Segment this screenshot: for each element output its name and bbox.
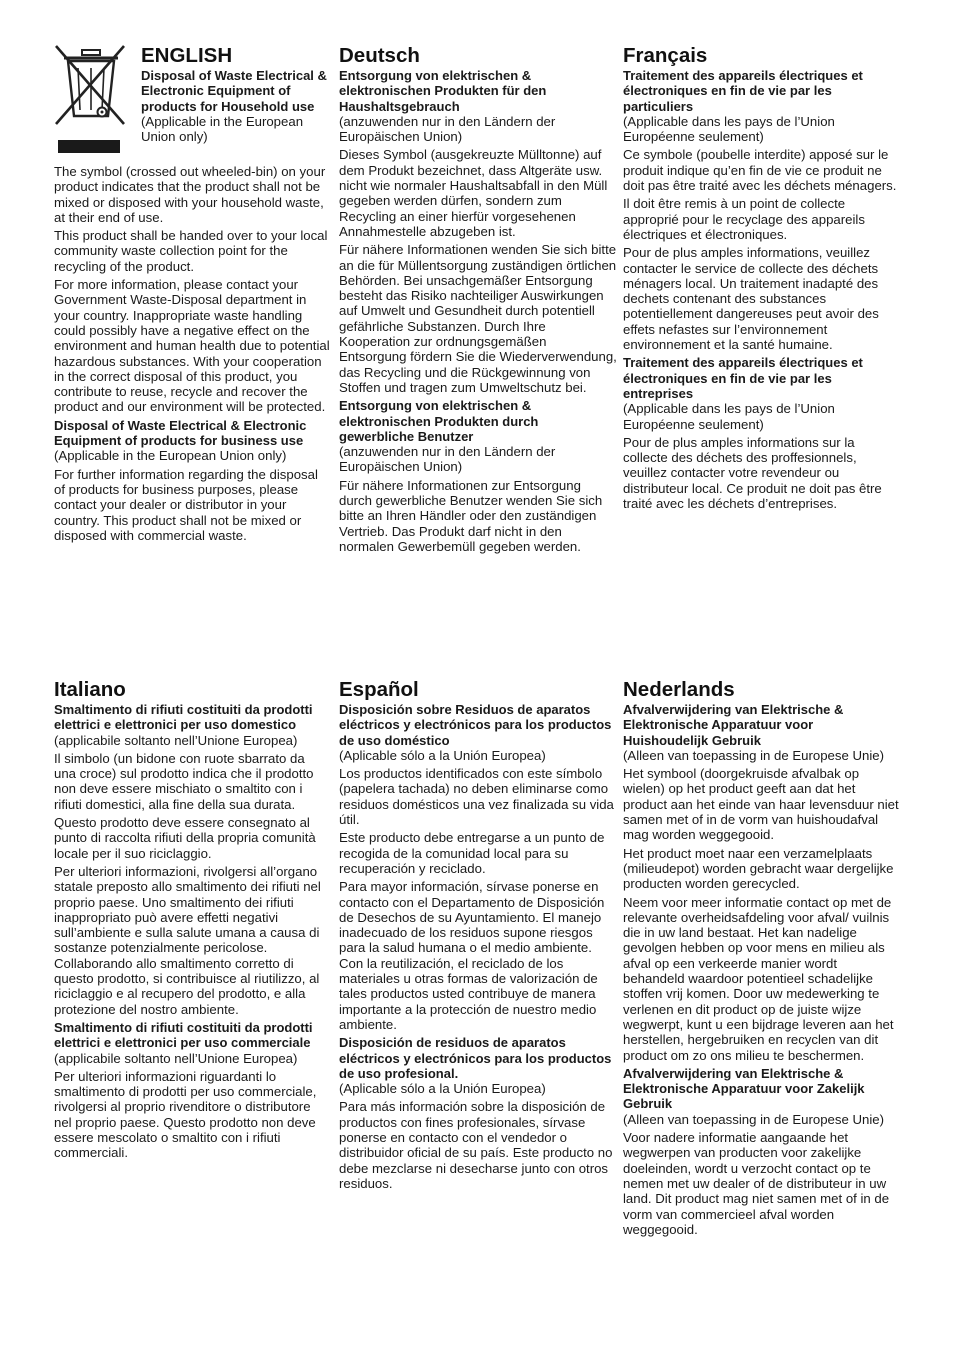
francais-section bbox=[623, 44, 901, 511]
deutsch-household-applicability: (anzuwenden nur in den Ländern der Europäischen Union) bbox=[339, 113, 556, 145]
english-header bbox=[141, 44, 333, 144]
nederlands-paragraph-2: Het product moet naar een verzamelplaats (milieudepot) worden gebracht waar dergelijke producten worden gerecycled. bbox=[623, 845, 894, 892]
deutsch-business-applicability: (anzuwenden nur in den Ländern der Europäischen Union) bbox=[339, 444, 556, 475]
deutsch-section bbox=[339, 44, 617, 554]
nederlands-business-subheading: Afvalverwijdering van Elektrische & Elektronische Apparatuur voor Zakelijk Gebruik bbox=[623, 1065, 865, 1112]
espanol-section bbox=[339, 678, 615, 1191]
deutsch-paragraph-1: Dieses Symbol (ausgekreuzte Mülltonne) auf dem Produkt bezeichnet, dass Altgeräte usw. nicht wie normaler Haushaltsabfall in den Müll gegeben werden dürfen, sondern zum Recycling an einer hierfür vorgesehenen Annahmestelle abzugeben ist. bbox=[339, 147, 608, 239]
italiano-household-subheading: Smaltimento di rifiuti costituiti da prodotti elettrici e elettronici per uso domestico bbox=[54, 702, 313, 733]
francais-paragraph-4: Pour de plus amples informations sur la collecte des déchets des proffesionnels, veuillez contacter votre revendeur ou distributeur local. Ce produit ne doit pas être traité avec les déchets d’entreprises. bbox=[623, 434, 882, 512]
nederlands-paragraph-1: Het symbool (doorgekruisde afvalbak op wielen) op het product geeft aan dat het product aan het einde van haar levensduur niet samen met of in de vorm van huishoudafval mag worden weggegooid. bbox=[623, 766, 899, 843]
nederlands-section bbox=[623, 678, 901, 1237]
italiano-paragraph-3: Per ulteriori informazioni, rivolgersi all’organo statale preposto allo smaltimento dei rifiuti nel proprio paese. Uno smaltimento dei rifiuti inappropriato può avere effetti negativi sull’ambiente e sulla salute umana a causa di sostanze potenzialmente pericolose. Collaborando allo smaltimento corretto di questo prodotto, si contribuisce al riutilizzo, al riciclaggio e al recupero del prodotto, e alla protezione del nostro ambiente. bbox=[54, 863, 321, 1017]
italiano-business-subheading: Smaltimento di rifiuti costituiti da prodotti elettrici e elettronici per uso commerciale bbox=[54, 1019, 313, 1051]
english-business-applicability: (Applicable in the European Union only) bbox=[54, 448, 287, 464]
english-household-applicability: (Applicable in the European Union only) bbox=[141, 113, 304, 145]
espanol-paragraph-3: Para mayor información, sírvase ponerse en contacto con el Departamento de Disposición de Desechos de su Ayuntamiento. El manejo inadecuado de los residuos supone riesgos para la salud humana o el medio ambiente. Con la reutilización, el reciclado de los materiales u otras formas de valorización de tales productos usted contribuye de manera importante a la protección de nuestro medio ambiente. bbox=[339, 879, 605, 1032]
english-paragraph-3: For more information, please contact your Government Waste-Disposal department in your country. Inappropriate waste handling could possibly have a negative effect on the environment and human health due to potential hazardous substances. With your cooperation in the correct disposal of this product, you contribute to reuse, recycle and recover the product and our environment will be protected. bbox=[54, 277, 330, 415]
espanol-household-applicability: (Aplicable sólo a la Unión Europea) bbox=[339, 747, 546, 763]
deutsch-business-subheading: Entsorgung von elektrischen & elektronischen Produkten durch gewerbliche Benutzer bbox=[339, 398, 539, 444]
english-household-subheading: Disposal of Waste Electrical & Electronic Equipment of products for Household use bbox=[141, 68, 327, 114]
francais-paragraph-3: Pour de plus amples informations, veuillez contacter le service de collecte des déchets ménagers local. Un traitement inadapté des dechets contenant des substances potentiellement dangereuses peut avoir des effets nefastes sur l’environnement environnement et la santé humaine. bbox=[623, 245, 879, 353]
nederlands-business-applicability: (Alleen van toepassing in de Europese Unie) bbox=[623, 1111, 884, 1127]
crossed-out-wheeled-bin-icon bbox=[54, 44, 130, 156]
francais-paragraph-1: Ce symbole (poubelle interdite) apposé sur le produit indique qu’en fin de vie ce produit ne doit pas être traité avec les déchets ménagers. bbox=[623, 147, 897, 194]
espanol-paragraph-1: Los productos identificados con este símbolo (papelera tachada) no deben eliminarse como residuos domésticos una vez finalizada su vida útil. bbox=[339, 766, 614, 828]
francais-household-applicability: (Applicable dans les pays de l’Union Européenne seulement) bbox=[623, 113, 835, 145]
english-heading: ENGLISH bbox=[141, 44, 233, 67]
nederlands-paragraph-3: Neem voor meer informatie contact op met de relevante overheidsafdeling voor afval/ vuilnis die in uw land bestaat. Het kan nadelige gevolgen hebben op voor mens en milieu als afval op een verkeerde manier wordt behandeld waardoor potentieel schadelijke stoffen vrij komen. Door uw medewerking te verlenen en dit product op de juiste wijze wegwerpt, kunt u een bijdrage leveren aan het herstellen, hergebruiken en recyclen van dit product om zo ons milieu te beschermen. bbox=[623, 894, 894, 1063]
francais-paragraph-2: Il doit être remis à un point de collecte approprié pour le recyclage des appareils électriques et électroniques. bbox=[623, 196, 865, 242]
deutsch-heading: Deutsch bbox=[339, 44, 420, 67]
francais-household-subheading: Traitement des appareils électriques et électroniques en fin de vie par les particuliers bbox=[623, 68, 863, 114]
espanol-paragraph-2: Este producto debe entregarse a un punto de recogida de la comunidad local para su recuperación y reciclado. bbox=[339, 830, 605, 876]
espanol-heading: Español bbox=[339, 678, 419, 701]
nederlands-household-applicability: (Alleen van toepassing in de Europese Unie) bbox=[623, 747, 884, 763]
deutsch-household-subheading: Entsorgung von elektrischen & elektronischen Produkten für den Haushaltsgebrauch bbox=[339, 68, 547, 114]
deutsch-paragraph-3: Für nähere Informationen zur Entsorgung durch gewerbliche Benutzer wenden Sie sich bitte an Ihren Händler oder den zuständigen Vertrieb. Das Produkt darf nicht in den normalen Gewerbemüll gegeben werden. bbox=[339, 477, 603, 554]
nederlands-heading: Nederlands bbox=[623, 678, 735, 701]
english-business-subheading: Disposal of Waste Electrical & Electronic Equipment of products for business use bbox=[54, 417, 307, 449]
espanol-paragraph-4: Para más información sobre la disposición de productos con fines profesionales, sírvase ponerse en contacto con el vendedor o distribuidor oficial de su país. Este producto no debe mezclarse ni desecharse junto con otros residuos. bbox=[339, 1099, 613, 1191]
espanol-business-applicability: (Aplicable sólo a la Unión Europea) bbox=[339, 1081, 546, 1097]
nederlands-household-subheading: Afvalverwijdering van Elektrische & Elektronische Apparatuur voor Huishoudelijk Gebruik bbox=[623, 702, 844, 748]
espanol-business-subheading: Disposición de residuos de aparatos eléctricos y electrónicos para los productos de uso profesional. bbox=[339, 1035, 612, 1081]
english-paragraph-2: This product shall be handed over to your local community waste collection point for the recycling of the product. bbox=[54, 228, 328, 274]
italiano-household-applicability: (applicabile soltanto nell’Unione Europea) bbox=[54, 732, 298, 748]
francais-business-subheading: Traitement des appareils électriques et électroniques en fin de vie par les entreprises bbox=[623, 355, 863, 401]
english-paragraph-1: The symbol (crossed out wheeled-bin) on your product indicates that the product shall not be mixed or disposed with your household waste, at their end of use. bbox=[54, 164, 326, 225]
francais-heading: Français bbox=[623, 44, 708, 67]
italiano-paragraph-2: Questo prodotto deve essere consegnato al punto di raccolta rifiuti della propria comunità locale per il suo riciclaggio. bbox=[54, 815, 316, 861]
italiano-paragraph-4: Per ulteriori informazioni riguardanti lo smaltimento di prodotti per uso commerciale, rivolgersi al proprio rivenditore o distributore nel proprio paese. Questo prodotto non deve essere mescolato o smaltito con i rifiuti commerciali. bbox=[54, 1068, 317, 1161]
francais-business-applicability: (Applicable dans les pays de l’Union Européenne seulement) bbox=[623, 401, 835, 432]
espanol-household-subheading: Disposición sobre Residuos de aparatos eléctricos y electrónicos para los productos de uso doméstico bbox=[339, 702, 612, 748]
deutsch-paragraph-2: Für nähere Informationen wenden Sie sich bitte an die für Müllentsorgung zuständigen örtlichen Behörden. Bei unsachgemäßer Entsorgung besteht das Risiko nachteiliger Auswirkungen auf Umwelt und Gesundheit durch potentiell gefährliche Substanzen. Durch Ihre Kooperation zur ordnungsgemäßen Entsorgung fördern Sie die Wiederverwendung, das Recycling und die Rückgewinnung von Stoffen und tragen zum Umweltschutz bei. bbox=[339, 242, 617, 395]
italiano-business-applicability: (applicabile soltanto nell’Unione Europea) bbox=[54, 1050, 298, 1066]
english-section bbox=[54, 164, 332, 543]
english-paragraph-4: For further information regarding the disposal of products for business purposes, please contact your dealer or distributor in your country. This product shall not be mixed or disposed with commercial waste. bbox=[54, 466, 318, 543]
nederlands-paragraph-4: Voor nadere informatie aangaande het wegwerpen van producten voor zakelijke doeleinden, wordt u verzocht contact op te nemen met uw dealer of de distributeur in uw land. Dit product mag niet samen met of in de vorm van commercieel afval worden weggegooid. bbox=[623, 1130, 890, 1237]
italiano-section bbox=[54, 678, 330, 1161]
italiano-paragraph-1: Il simbolo (un bidone con ruote sbarrato da una croce) sul prodotto indica che il prodotto non deve essere mischiato o smaltito con i rifiuti domestici, alla fine della sua durata. bbox=[54, 750, 314, 812]
italiano-heading: Italiano bbox=[54, 678, 126, 701]
